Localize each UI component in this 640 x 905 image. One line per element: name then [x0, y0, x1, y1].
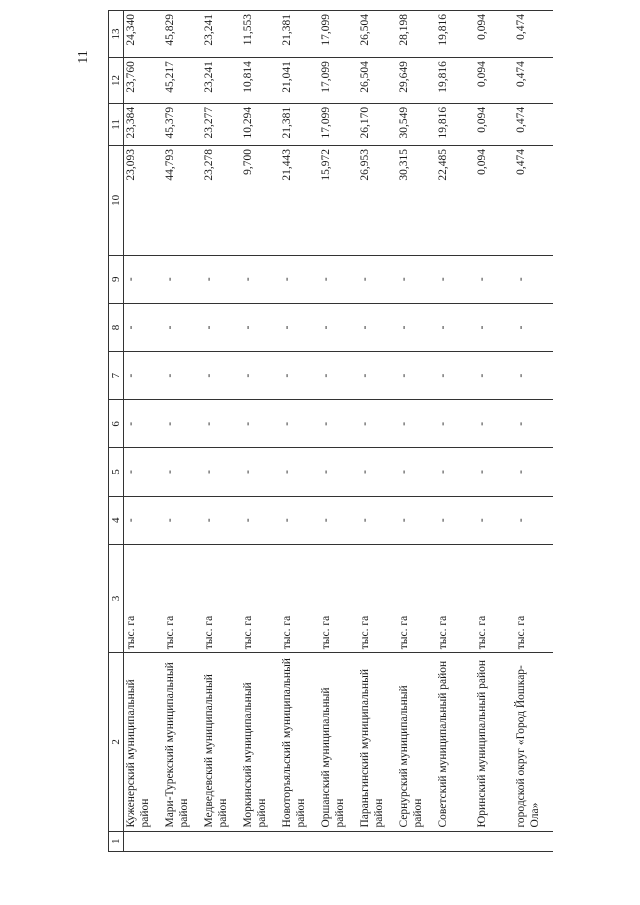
value-cell-12: 19,816 [436, 58, 475, 104]
value-cell-5: - [202, 448, 241, 496]
header-cell: 11 [109, 103, 124, 145]
territory-name-cell: Моркинский муниципальный район [241, 653, 280, 831]
header-row [109, 11, 124, 852]
header-cell: 7 [109, 352, 124, 400]
value-cell-6: - [436, 400, 475, 448]
value-cell-8: - [202, 303, 241, 351]
row-index-cell [475, 831, 514, 851]
value-cell-7: - [475, 352, 514, 400]
value-cell-10: 9,700 [241, 146, 280, 256]
value-cell-5: - [319, 448, 358, 496]
value-cell-10: 30,315 [397, 146, 436, 256]
value-cell-4: - [475, 496, 514, 544]
header-cell: 13 [109, 11, 124, 58]
value-cell-8: - [475, 303, 514, 351]
value-cell-8: - [514, 303, 553, 351]
value-cell-13: 11,553 [241, 11, 280, 58]
value-cell-13: 19,816 [436, 11, 475, 58]
territory-name-cell: Сернурский муниципальный район [397, 653, 436, 831]
value-cell-13: 0,094 [475, 11, 514, 58]
unit-cell: тыс. га [319, 544, 358, 652]
value-cell-7: - [124, 352, 164, 400]
table-row [241, 11, 280, 852]
table-row [280, 11, 319, 852]
value-cell-6: - [124, 400, 164, 448]
value-cell-11: 0,474 [514, 103, 553, 145]
value-cell-11: 17,099 [319, 103, 358, 145]
header-cell: 2 [109, 653, 124, 831]
territory-name-cell: Куженерский муниципальный район [124, 653, 164, 831]
header-cell: 10 [109, 146, 124, 256]
value-cell-13: 45,829 [163, 11, 202, 58]
unit-cell: тыс. га [124, 544, 164, 652]
value-cell-7: - [202, 352, 241, 400]
value-cell-7: - [280, 352, 319, 400]
value-cell-11: 26,170 [358, 103, 397, 145]
table-row [514, 11, 553, 852]
row-index-cell [319, 831, 358, 851]
value-cell-5: - [241, 448, 280, 496]
value-cell-11: 45,379 [163, 103, 202, 145]
value-cell-4: - [358, 496, 397, 544]
header-cell: 9 [109, 255, 124, 303]
value-cell-8: - [436, 303, 475, 351]
value-cell-13: 17,099 [319, 11, 358, 58]
row-index-cell [202, 831, 241, 851]
value-cell-6: - [280, 400, 319, 448]
value-cell-5: - [163, 448, 202, 496]
territory-name-cell: городской округ «Город Йошкар-Ола» [514, 653, 553, 831]
unit-cell: тыс. га [241, 544, 280, 652]
header-cell: 3 [109, 544, 124, 652]
unit-cell: тыс. га [202, 544, 241, 652]
table-body [124, 11, 554, 852]
value-cell-4: - [436, 496, 475, 544]
table-row [475, 11, 514, 852]
value-cell-5: - [358, 448, 397, 496]
page-number: 11 [76, 50, 91, 64]
territory-name-cell: Новоторъяльский муниципальный район [280, 653, 319, 831]
territory-name-cell: Медведевский муниципальный район [202, 653, 241, 831]
unit-cell: тыс. га [475, 544, 514, 652]
value-cell-10: 21,443 [280, 146, 319, 256]
data-table [108, 10, 553, 852]
row-index-cell [241, 831, 280, 851]
value-cell-12: 10,814 [241, 58, 280, 104]
row-index-cell [124, 831, 164, 851]
value-cell-9: - [514, 255, 553, 303]
value-cell-13: 28,198 [397, 11, 436, 58]
table-row [202, 11, 241, 852]
value-cell-11: 0,094 [475, 103, 514, 145]
value-cell-4: - [319, 496, 358, 544]
value-cell-6: - [163, 400, 202, 448]
value-cell-4: - [514, 496, 553, 544]
value-cell-6: - [358, 400, 397, 448]
value-cell-12: 29,649 [397, 58, 436, 104]
value-cell-13: 21,381 [280, 11, 319, 58]
table-row [124, 11, 164, 852]
value-cell-13: 0,474 [514, 11, 553, 58]
value-cell-6: - [241, 400, 280, 448]
value-cell-10: 23,278 [202, 146, 241, 256]
territory-name-cell: Мари-Турекский муниципальный район [163, 653, 202, 831]
table-row [163, 11, 202, 852]
value-cell-4: - [124, 496, 164, 544]
value-cell-12: 0,474 [514, 58, 553, 104]
territory-name-cell: Юринский муниципальный район [475, 653, 514, 831]
value-cell-10: 23,093 [124, 146, 164, 256]
value-cell-5: - [124, 448, 164, 496]
value-cell-7: - [241, 352, 280, 400]
value-cell-13: 24,340 [124, 11, 164, 58]
header-cell: 6 [109, 400, 124, 448]
header-cell: 4 [109, 496, 124, 544]
value-cell-10: 0,474 [514, 146, 553, 256]
value-cell-9: - [475, 255, 514, 303]
value-cell-12: 23,241 [202, 58, 241, 104]
unit-cell: тыс. га [436, 544, 475, 652]
territory-name-cell: Параньгинский муниципальный район [358, 653, 397, 831]
value-cell-7: - [319, 352, 358, 400]
value-cell-9: - [358, 255, 397, 303]
row-index-cell [163, 831, 202, 851]
unit-cell: тыс. га [163, 544, 202, 652]
header-cell: 12 [109, 58, 124, 104]
value-cell-6: - [475, 400, 514, 448]
value-cell-11: 21,381 [280, 103, 319, 145]
value-cell-10: 44,793 [163, 146, 202, 256]
value-cell-10: 0,094 [475, 146, 514, 256]
row-index-cell [397, 831, 436, 851]
table-row [358, 11, 397, 852]
value-cell-4: - [280, 496, 319, 544]
unit-cell: тыс. га [358, 544, 397, 652]
table-row [319, 11, 358, 852]
value-cell-11: 19,816 [436, 103, 475, 145]
value-cell-5: - [514, 448, 553, 496]
value-cell-5: - [475, 448, 514, 496]
value-cell-5: - [280, 448, 319, 496]
unit-cell: тыс. га [514, 544, 553, 652]
value-cell-8: - [241, 303, 280, 351]
value-cell-10: 22,485 [436, 146, 475, 256]
value-cell-12: 45,217 [163, 58, 202, 104]
territory-name-cell: Советский муниципальный район [436, 653, 475, 831]
value-cell-12: 0,094 [475, 58, 514, 104]
value-cell-11: 30,549 [397, 103, 436, 145]
value-cell-5: - [436, 448, 475, 496]
value-cell-9: - [241, 255, 280, 303]
header-cell: 8 [109, 303, 124, 351]
value-cell-8: - [319, 303, 358, 351]
value-cell-7: - [163, 352, 202, 400]
value-cell-8: - [397, 303, 436, 351]
value-cell-12: 26,504 [358, 58, 397, 104]
value-cell-7: - [436, 352, 475, 400]
value-cell-9: - [397, 255, 436, 303]
value-cell-13: 23,241 [202, 11, 241, 58]
territory-name-cell: Оршанский муниципальный район [319, 653, 358, 831]
value-cell-8: - [124, 303, 164, 351]
value-cell-4: - [163, 496, 202, 544]
value-cell-7: - [514, 352, 553, 400]
row-index-cell [358, 831, 397, 851]
table-row [397, 11, 436, 852]
value-cell-6: - [319, 400, 358, 448]
value-cell-9: - [124, 255, 164, 303]
value-cell-11: 10,294 [241, 103, 280, 145]
value-cell-9: - [163, 255, 202, 303]
value-cell-4: - [241, 496, 280, 544]
table-row [436, 11, 475, 852]
value-cell-7: - [358, 352, 397, 400]
unit-cell: тыс. га [397, 544, 436, 652]
value-cell-7: - [397, 352, 436, 400]
value-cell-6: - [202, 400, 241, 448]
value-cell-12: 23,760 [124, 58, 164, 104]
rotated-table-wrapper [108, 10, 541, 852]
value-cell-8: - [280, 303, 319, 351]
row-index-cell [436, 831, 475, 851]
header-cell: 5 [109, 448, 124, 496]
row-index-cell [514, 831, 553, 851]
value-cell-12: 21,041 [280, 58, 319, 104]
value-cell-11: 23,277 [202, 103, 241, 145]
value-cell-9: - [280, 255, 319, 303]
value-cell-6: - [514, 400, 553, 448]
value-cell-8: - [163, 303, 202, 351]
header-cell: 1 [109, 831, 124, 851]
value-cell-8: - [358, 303, 397, 351]
row-index-cell [280, 831, 319, 851]
value-cell-9: - [202, 255, 241, 303]
value-cell-4: - [202, 496, 241, 544]
value-cell-5: - [397, 448, 436, 496]
value-cell-10: 15,972 [319, 146, 358, 256]
unit-cell: тыс. га [280, 544, 319, 652]
value-cell-11: 23,384 [124, 103, 164, 145]
value-cell-10: 26,953 [358, 146, 397, 256]
value-cell-9: - [319, 255, 358, 303]
value-cell-6: - [397, 400, 436, 448]
value-cell-9: - [436, 255, 475, 303]
value-cell-4: - [397, 496, 436, 544]
value-cell-13: 26,504 [358, 11, 397, 58]
value-cell-12: 17,099 [319, 58, 358, 104]
